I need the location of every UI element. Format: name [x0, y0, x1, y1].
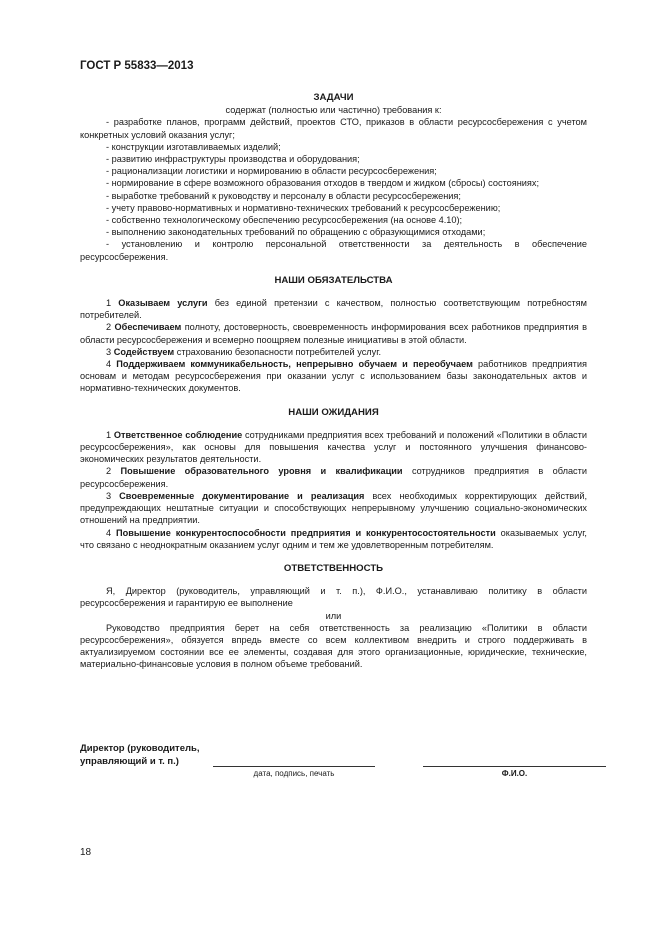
signature-caption-date: дата, подпись, печать: [253, 769, 335, 778]
responsibility-or: или: [325, 610, 342, 621]
obligation-item: 4 Поддерживаем коммуникабельность, непрерывно обучаем и переобучаем работников предприятия основам и методам ресурсосбережения при оказании услуг с использованием базы законодательных актов и нормативно-технических документов.: [80, 359, 587, 394]
list-item: - рационализации логистики и нормированию в области ресурсосбережения;: [106, 166, 437, 177]
list-item: - разработке планов, программ действий, проектов СТО, приказов в области ресурсосбережения с учетом конкретных условий оказания услуг;: [80, 117, 587, 140]
obligation-item: 3 Содействуем страхованию безопасности потребителей услуг.: [106, 346, 382, 357]
list-item: - нормирование в сфере возможного образования отходов в твердом и жидком (сбросы) состояниях;: [106, 178, 540, 189]
tasks-intro: содержат (полностью или частично) требования к:: [225, 105, 442, 116]
list-item: - собственно технологическому обеспечению ресурсосбережения (на основе 4.10);: [106, 215, 463, 226]
tasks-list: [80, 116, 587, 262]
expectation-item: 1 Ответственное соблюдение сотрудниками предприятия всех требований и положений «Политики в области ресурсосбережения», как основы для повышения качества услуг и постоянного улучшения финансово-экономических результатов деятельности.: [80, 429, 587, 465]
expectation-item: 2 Повышение образовательного уровня и квалификации сотрудников предприятия в области ресурсосбережения.: [80, 466, 587, 489]
signature-caption-name: Ф.И.О.: [501, 769, 528, 778]
list-item: - развитию инфраструктуры производства и оборудования;: [106, 154, 360, 165]
document-body: [80, 92, 587, 671]
responsibility-paragraph-1: Я, Директор (руководитель, управляющий и т. п.), Ф.И.О., устанавливаю политику в области ресурсосбережения и гарантирую ее выполнение: [80, 586, 587, 609]
signature-line-name: [423, 766, 606, 767]
page-number: 18: [80, 847, 92, 858]
section-title-responsibility: ОТВЕТСТВЕННОСТЬ: [283, 562, 384, 574]
list-item: - выработке требований к руководству и персоналу в области ресурсосбережения;: [106, 190, 461, 201]
responsibility-paragraph-2: Руководство предприятия берет на себя ответственность за реализацию «Политики в области ресурсосбережения», обязуется впредь вместе со всем коллективом внедрить и строго поддерживать в актуализируемом состоянии все ее элементы, создавая для этого организационные, юридические, технические, материально-финансовые условия в полном объеме требований.: [80, 622, 587, 670]
list-item: - учету правово-нормативных и нормативно-технических требований к ресурсосбережению;: [106, 202, 501, 213]
signatory-title: Директор (руководитель, управляющий и т. п.): [80, 743, 200, 767]
expectation-item: 3 Своевременные документирование и реализация всех необходимых корректирующих действий, предупреждающих нештатные ситуации и способствующих непрерывному улучшению социально-экономических отношений на предприятии.: [80, 490, 587, 526]
section-title-expectations: НАШИ ОЖИДАНИЯ: [288, 406, 379, 418]
list-item: - установлению и контролю персональной ответственности за деятельность в обеспечение ресурсосбережения.: [80, 239, 587, 262]
section-title-tasks: ЗАДАЧИ: [313, 92, 354, 103]
document-header: ГОСТ Р 55833—2013: [80, 60, 194, 72]
signature-line-date: [213, 766, 375, 767]
list-item: - конструкции изготавливаемых изделий;: [106, 141, 281, 152]
obligation-item: 2 Обеспечиваем полноту, достоверность, своевременность информирования всех работников предприятия в области ресурсосбережения и всемерно поощряем полезные инициативы в этой области.: [80, 322, 587, 345]
list-item: - выполнению законодательных требований по обращению с образующимися отходами;: [106, 227, 486, 238]
expectation-item: 4 Повышение конкурентоспособности предприятия и конкурентосостоятельности оказываемых услуг, что связано с неоднократным оказанием услуг одним и тем же удовлетворенным потребителям.: [80, 527, 587, 550]
section-title-obligations: НАШИ ОБЯЗАТЕЛЬСТВА: [274, 274, 393, 286]
obligation-item: 1 Оказываем услуги без единой претензии с качеством, полностью соответствующим потребностям потребителей.: [80, 298, 587, 321]
